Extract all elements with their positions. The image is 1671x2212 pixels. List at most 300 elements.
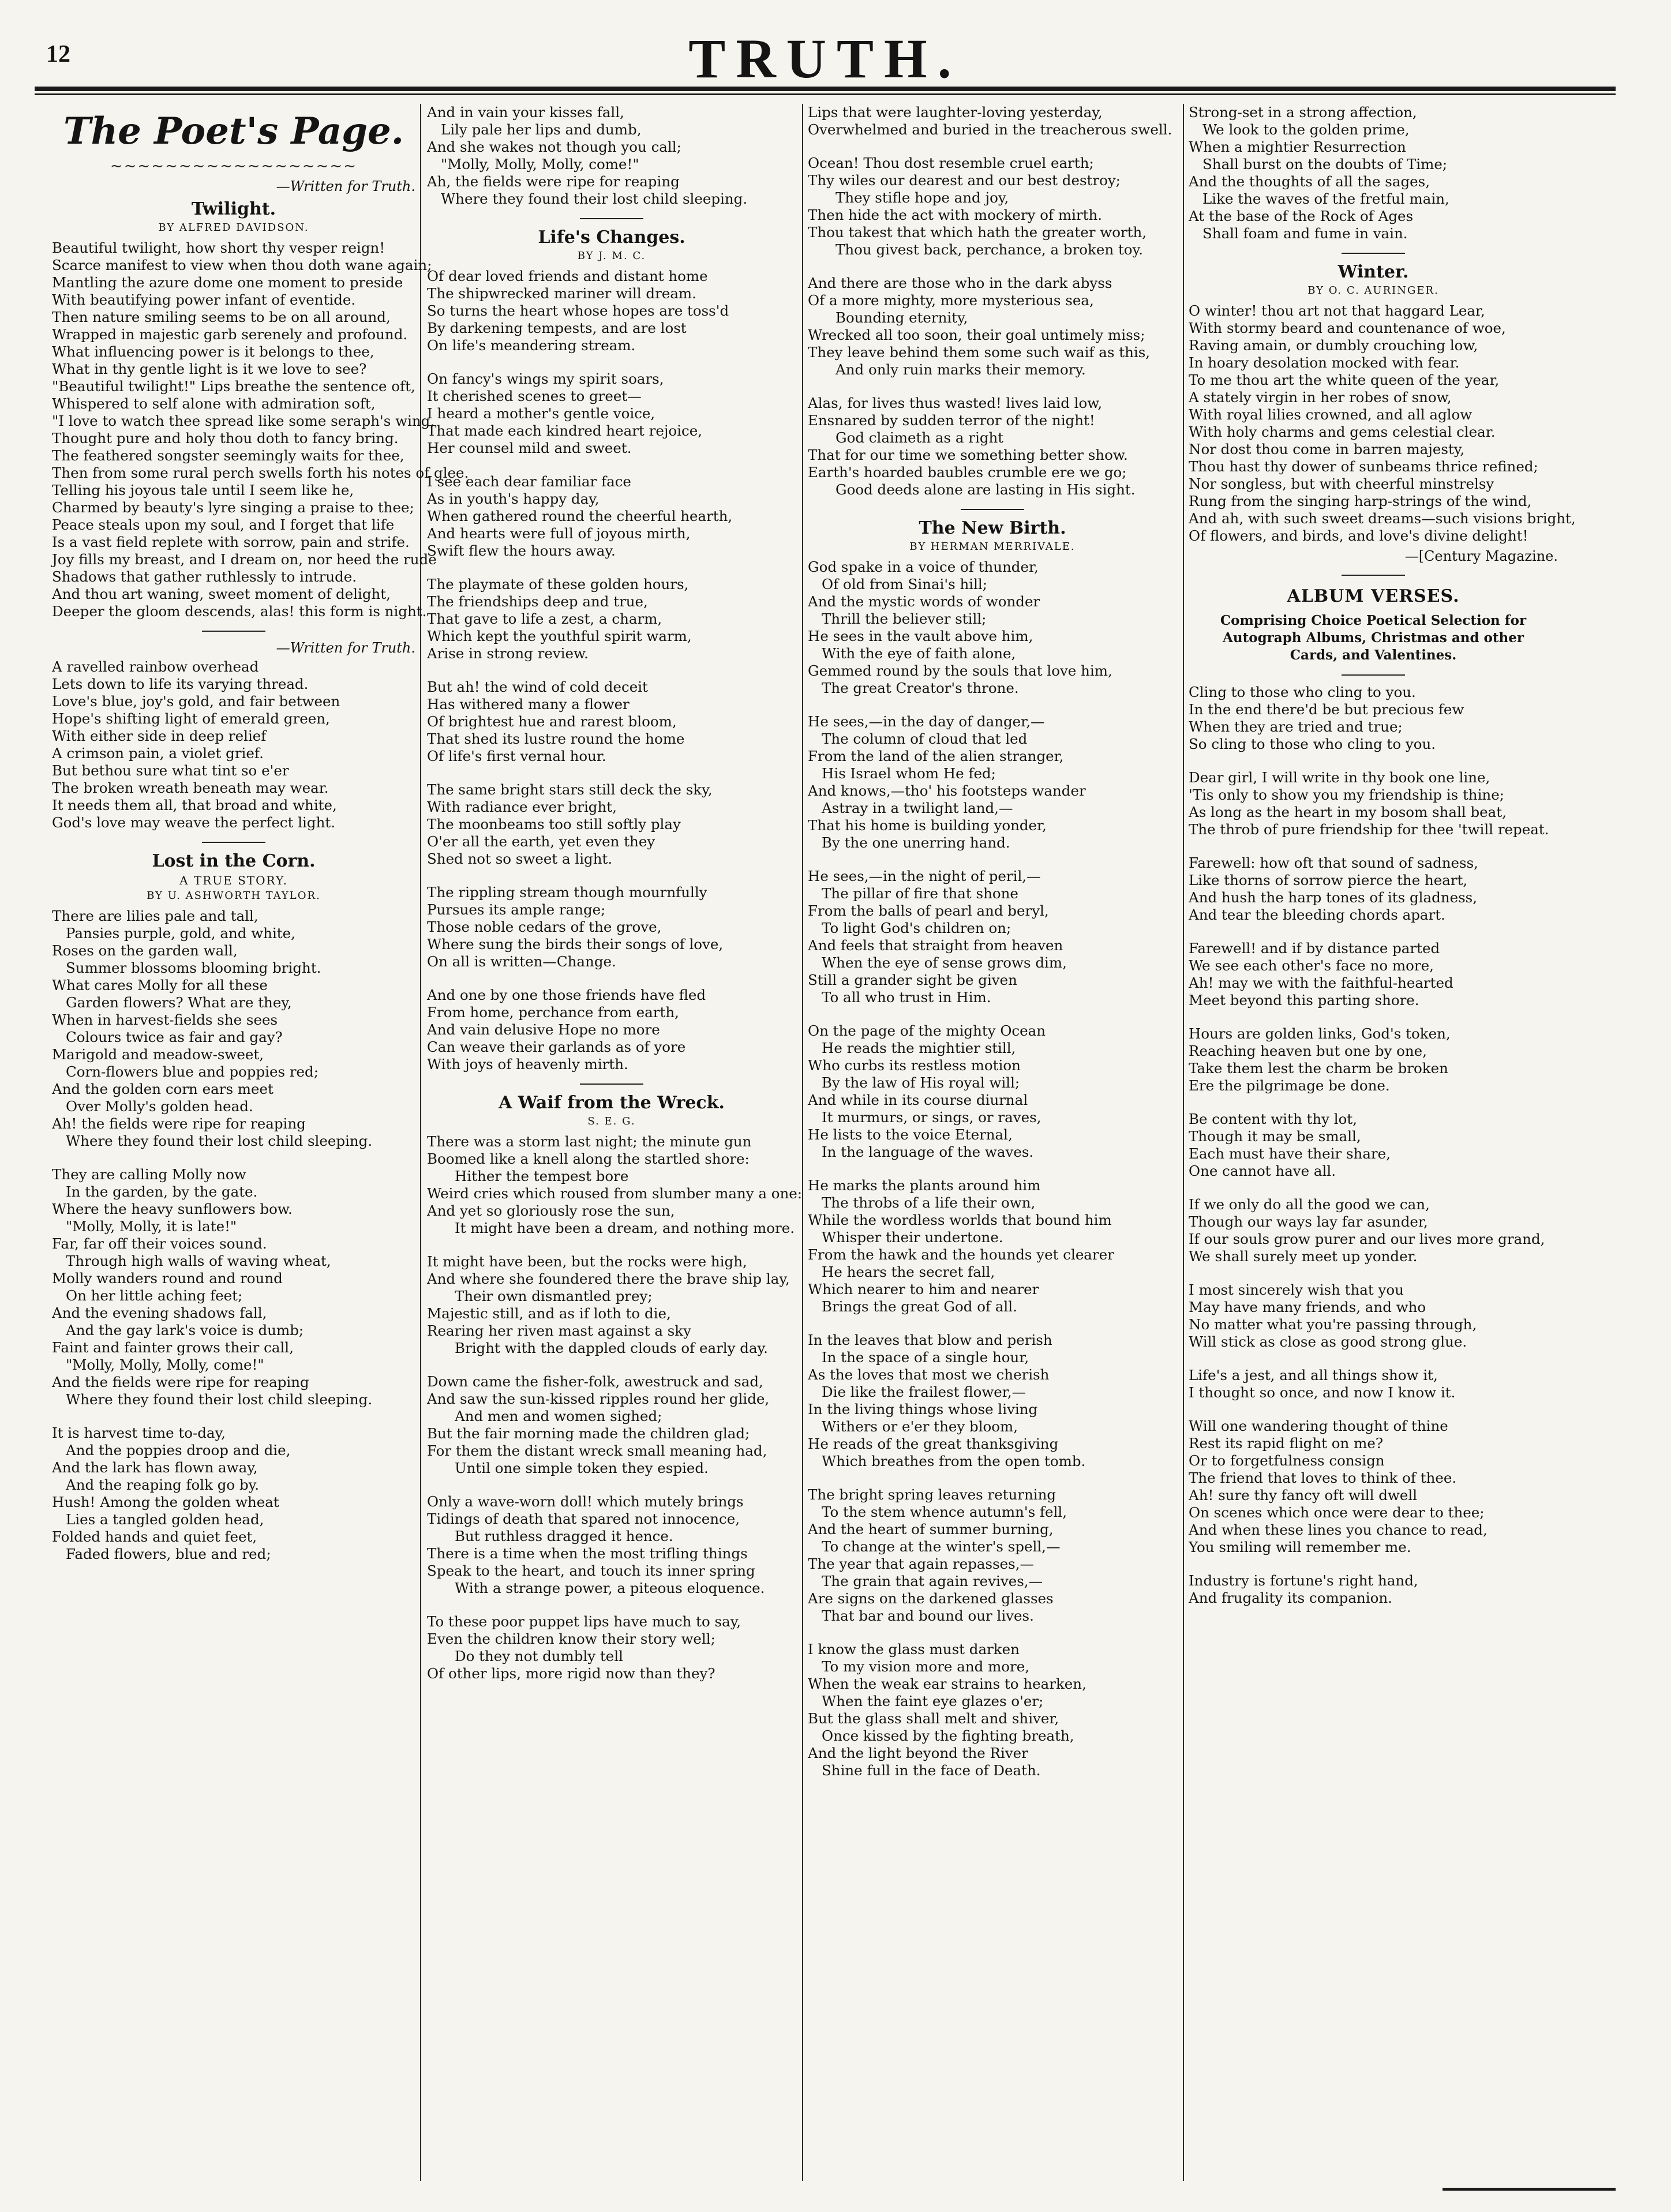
verse-line: Hither the tempest bore <box>455 1168 629 1184</box>
verse-line: Her counsel mild and sweet. <box>427 440 632 456</box>
verse-line: A ravelled rainbow overhead <box>52 658 259 675</box>
poem-byline: BY O. C. AURINGER. <box>1307 284 1439 297</box>
verse-line: When gathered round the cheerful hearth, <box>427 508 733 524</box>
verse-line: Dear girl, I will write in thy book one line, <box>1189 769 1490 786</box>
verse-line: The great Creator's throne. <box>822 680 1019 696</box>
verse-line: When in harvest-fields she sees <box>52 1011 278 1028</box>
poem-stanza <box>1189 1196 1558 1265</box>
verse-line: May have many friends, and who <box>1189 1299 1426 1315</box>
verse-line: God claimeth as a right <box>835 429 1004 446</box>
verse-line: Of life's first vernal hour. <box>427 748 606 764</box>
verse-line: He lists to the voice Eternal, <box>808 1126 1013 1143</box>
verse-line: It murmurs, or sings, or raves, <box>822 1109 1041 1126</box>
verse-line: While the wordless worlds that bound him <box>808 1212 1112 1228</box>
verse-line: O winter! thou art not that haggard Lear, <box>1189 302 1485 319</box>
verse-line: Colours twice as fair and gay? <box>66 1029 283 1045</box>
verse-line: "Beautiful twilight!" Lips breathe the sentence oft, <box>52 378 415 395</box>
divider <box>580 218 643 219</box>
poem-title: Winter. <box>1337 262 1409 282</box>
verse-line: What influencing power is it belongs to thee, <box>52 343 374 360</box>
verse-line: To the stem whence autumn's fell, <box>822 1504 1067 1520</box>
verse-line: And the poppies droop and die, <box>66 1442 291 1459</box>
poem-stanza <box>427 1373 796 1477</box>
verse-line: And there are those who in the dark abyss <box>808 275 1112 291</box>
verse-line: And men and women sighed; <box>455 1408 662 1424</box>
verse-line: From the land of the alien stranger, <box>808 748 1064 764</box>
verse-line: On scenes which once were dear to thee; <box>1189 1504 1485 1521</box>
verse-line: And the thoughts of all the sages, <box>1189 173 1430 190</box>
verse-line: In hoary desolation mocked with fear. <box>1189 354 1460 371</box>
verse-line: Then nature smiling seems to be on all around, <box>52 309 391 325</box>
verse-line: As the loves that most we cherish <box>808 1366 1050 1383</box>
verse-line: To all who trust in Him. <box>822 989 991 1006</box>
verse-line: But ah! the wind of cold deceit <box>427 678 648 695</box>
verse-line: You smiling will remember me. <box>1189 1539 1411 1555</box>
verse-line: Thought pure and holy thou doth to fancy bring. <box>52 430 399 447</box>
verse-line: Arise in strong review. <box>427 645 589 662</box>
verse-line: Still a grander sight be given <box>808 972 1017 988</box>
verse-line: As long as the heart in my bosom shall beat, <box>1189 804 1507 820</box>
verse-line: Corn-flowers blue and poppies red; <box>66 1063 319 1080</box>
poem-stanza <box>427 884 796 970</box>
verse-line: To change at the winter's spell,— <box>822 1538 1061 1555</box>
poem-title: Twilight. <box>191 199 276 219</box>
verse-line: And the mystic words of wonder <box>808 593 1040 610</box>
verse-line: Each must have their share, <box>1189 1145 1391 1162</box>
verse-line: "I love to watch thee spread like some seraph's wing, <box>52 413 435 429</box>
verse-line: When a mightier Resurrection <box>1189 138 1406 155</box>
poem-stanza <box>427 1493 796 1597</box>
verse-line: The pillar of fire that shone <box>822 885 1018 902</box>
verse-line: To these poor puppet lips have much to say, <box>427 1613 741 1630</box>
verse-line: The rippling stream though mournfully <box>427 884 707 901</box>
verse-line: And when these lines you chance to read, <box>1189 1521 1488 1538</box>
verse-line: But the glass shall melt and shiver, <box>808 1710 1059 1727</box>
album-verses <box>1189 684 1558 1607</box>
verse-line: With the eye of faith alone, <box>822 645 1016 662</box>
verse-line: Though our ways lay far asunder, <box>1189 1213 1428 1230</box>
verse-line: And the gay lark's voice is dumb; <box>66 1322 304 1339</box>
poem-stanza <box>1189 1111 1558 1180</box>
verse-line: Summer blossoms blooming bright. <box>66 959 321 976</box>
verse-line: Where they found their lost child sleeping. <box>66 1391 373 1408</box>
verse-line: Reaching heaven but one by one, <box>1189 1043 1427 1059</box>
verse-line: Folded hands and quiet feet, <box>52 1528 257 1545</box>
verse-line: It cherished scenes to greet— <box>427 388 642 404</box>
verse-line: Joy fills my breast, and I dream on, nor heed the rude <box>52 551 437 568</box>
verse-line: Like thorns of sorrow pierce the heart, <box>1189 872 1468 888</box>
verse-line: Lily pale her lips and dumb, <box>441 121 642 138</box>
verse-line: On all is written—Change. <box>427 953 616 970</box>
verse-line: That made each kindred heart rejoice, <box>427 422 703 439</box>
verse-line: And the heart of summer burning, <box>808 1521 1054 1538</box>
verse-line: Bounding eternity, <box>835 309 968 326</box>
verse-line: Thrill the believer still; <box>822 610 987 627</box>
verse-line: Weird cries which roused from slumber many a one: <box>427 1185 803 1202</box>
verse-line: When they are tried and true; <box>1189 718 1403 735</box>
verse-line: He hears the secret fall, <box>822 1264 995 1280</box>
verse-line: Wrecked all too soon, their goal untimely miss; <box>808 327 1145 343</box>
verse-line: Faded flowers, blue and red; <box>66 1546 271 1562</box>
verse-line: Who curbs its restless motion <box>808 1057 1021 1074</box>
verse-line: And saw the sun-kissed ripples round her glide, <box>427 1390 770 1407</box>
source-credit: —[Century Magazine. <box>1404 548 1558 564</box>
verse-line: Like the waves of the fretful main, <box>1202 190 1449 207</box>
poem-stanza <box>1189 769 1558 838</box>
poem-stanza <box>1189 1572 1558 1607</box>
verse-line: And one by one those friends have fled <box>427 987 706 1003</box>
verse-line: Hush! Among the golden wheat <box>52 1494 279 1510</box>
verse-line: There was a storm last night; the minute gun <box>427 1133 752 1150</box>
verse-line: Shall foam and fume in vain. <box>1202 225 1408 242</box>
verse-line: There are lilies pale and tall, <box>52 908 258 924</box>
album-verses-title: ALBUM VERSES. <box>1287 586 1460 606</box>
poem-stanza <box>808 395 1177 498</box>
verse-line: Down came the fisher-folk, awestruck and sad, <box>427 1373 763 1390</box>
divider <box>1342 674 1405 676</box>
verse-line: It might have been, but the rocks were high, <box>427 1253 747 1270</box>
verse-line: Only a wave-worn doll! which mutely brings <box>427 1493 744 1510</box>
verse-line: Withers or e'er they bloom, <box>822 1418 1018 1435</box>
verse-line: Which kept the youthful spirit warm, <box>427 628 692 644</box>
verse-line: Ah, the fields were ripe for reaping <box>427 173 680 190</box>
poem-title: Life's Changes. <box>538 227 685 248</box>
verse-line: Lets down to life its varying thread. <box>52 676 309 692</box>
verse-line: On life's meandering stream. <box>427 337 636 354</box>
poem-stanza <box>1189 1281 1558 1351</box>
verse-line: Hope's shifting light of emerald green, <box>52 710 330 727</box>
verse-line: Pansies purple, gold, and white, <box>66 925 295 942</box>
poem-stanza <box>808 1177 1177 1315</box>
verse-line: In the language of the waves. <box>822 1144 1034 1160</box>
verse-line: A stately virgin in her robes of snow, <box>1189 389 1452 406</box>
verse-line: By the law of His royal will; <box>822 1074 1020 1091</box>
verse-line: In the space of a single hour, <box>822 1349 1029 1366</box>
verse-line: He sees,—in the night of peril,— <box>808 868 1041 884</box>
verse-line: Shall burst on the doubts of Time; <box>1202 156 1448 173</box>
verse-line: Earth's hoarded baubles crumble ere we go; <box>808 464 1127 481</box>
poem-stanza <box>808 1641 1177 1779</box>
verse-line: Where they found their lost child sleeping. <box>66 1133 373 1149</box>
poem-byline: BY J. M. C. <box>577 250 646 262</box>
verse-line: And the fields were ripe for reaping <box>52 1374 309 1390</box>
verse-line: Deeper the gloom descends, alas! this form is night. <box>52 603 427 620</box>
verse-line: Speak to the heart, and touch its inner spring <box>427 1562 755 1579</box>
verse-line: The friend that loves to think of thee. <box>1189 1469 1457 1486</box>
divider <box>1342 575 1405 576</box>
verse-line: With either side in deep relief <box>52 728 267 744</box>
verse-line: The feathered songster seemingly waits for thee, <box>52 447 404 464</box>
verse-line: Farewell: how oft that sound of sadness, <box>1189 854 1478 871</box>
verse-line: If we only do all the good we can, <box>1189 1196 1430 1213</box>
verse-line: Alas, for lives thus wasted! lives laid low, <box>808 395 1103 411</box>
poem-stanza <box>427 104 796 208</box>
poem-stanza <box>1189 104 1558 242</box>
verse-line: Rest its rapid flight on me? <box>1189 1435 1383 1452</box>
ornament-rule: ~~~~~~~~~~~~~~~~~~ <box>110 158 358 175</box>
verse-line: With royal lilies crowned, and all aglow <box>1189 406 1473 423</box>
divider <box>961 509 1024 510</box>
verse-line: And the light beyond the River <box>808 1745 1028 1761</box>
poem-stanza <box>427 1613 796 1682</box>
verse-line: Of old from Sinai's hill; <box>822 576 988 593</box>
poem-title: Lost in the Corn. <box>152 851 316 871</box>
verse-line: The bright spring leaves returning <box>808 1486 1056 1503</box>
verse-line: One cannot have all. <box>1189 1163 1336 1179</box>
poem-stanza <box>1189 1025 1558 1094</box>
verse-line: I know the glass must darken <box>808 1641 1020 1658</box>
verse-line: And hush the harp tones of its gladness, <box>1189 889 1478 906</box>
album-verses-description: Comprising Choice Poetical Selection for Autograph Albums, Christmas and other Cards, and Valentines. <box>1220 613 1527 663</box>
verse-line: Nor dost thou come in barren majesty, <box>1189 441 1465 458</box>
verse-line: And frugality its companion. <box>1189 1589 1392 1606</box>
verse-line: Of brightest hue and rarest bloom, <box>427 713 677 730</box>
verse-line: Tidings of death that spared not innocence, <box>427 1510 740 1527</box>
verse-line: 'Tis only to show you my friendship is thine; <box>1189 786 1504 803</box>
verse-line: That his home is building yonder, <box>808 817 1047 834</box>
divider <box>580 1083 643 1085</box>
verse-line: In the garden, by the gate. <box>66 1183 258 1200</box>
verse-line: Brings the great God of all. <box>822 1298 1017 1315</box>
verse-line: Pursues its ample range; <box>427 901 606 918</box>
verse-line: On the page of the mighty Ocean <box>808 1022 1046 1039</box>
verse-line: Though it may be small, <box>1189 1128 1361 1145</box>
verse-line: When the faint eye glazes o'er; <box>822 1693 1044 1709</box>
poem-title: A Waif from the Wreck. <box>499 1093 725 1113</box>
verse-line: And feels that straight from heaven <box>808 937 1063 954</box>
verse-line: Ocean! Thou dost resemble cruel earth; <box>808 155 1094 171</box>
verse-line: From the hawk and the hounds yet clearer <box>808 1246 1114 1263</box>
verse-line: The friendships deep and true, <box>427 593 648 610</box>
verse-line: Where they found their lost child sleeping. <box>441 190 748 207</box>
column-divider <box>1183 104 1184 2181</box>
verse-line: On fancy's wings my spirit soars, <box>427 370 664 387</box>
column-1 <box>52 104 469 2181</box>
verse-line: O'er all the earth, yet even they <box>427 833 655 850</box>
verse-line: What cares Molly for all these <box>52 977 268 993</box>
verse-line: Gemmed round by the souls that love him, <box>808 662 1112 679</box>
poem-stanza <box>427 781 796 868</box>
verse-line: That bar and bound our lives. <box>822 1607 1034 1624</box>
verse-line: To me thou art the white queen of the year, <box>1189 372 1500 388</box>
verse-line: Their own dismantled prey; <box>455 1288 653 1304</box>
verse-line: I heard a mother's gentle voice, <box>427 405 655 422</box>
verse-line: Roses on the garden wall, <box>52 942 238 959</box>
verse-line: I thought so once, and now I know it. <box>1189 1384 1456 1401</box>
verse-line: When the eye of sense grows dim, <box>822 954 1067 971</box>
verse-line: For them the distant wreck small meaning had, <box>427 1442 767 1459</box>
poem-body <box>427 1133 803 1682</box>
verse-line: No matter what you're passing through, <box>1189 1316 1477 1333</box>
verse-line: Of dear loved friends and distant home <box>427 268 708 284</box>
verse-line: Shadows that gather ruthlessly to intrude. <box>52 568 357 585</box>
verse-line: And hearts were full of joyous mirth, <box>427 525 691 542</box>
verse-line: Rearing her riven mast against a sky <box>427 1322 691 1339</box>
verse-line: The moonbeams too still softly play <box>427 816 681 833</box>
poem-body <box>52 239 469 620</box>
verse-line: Shed not so sweet a light. <box>427 850 613 867</box>
masthead <box>35 23 1616 92</box>
verse-line: That gave to life a zest, a charm, <box>427 610 662 627</box>
poem-stanza <box>427 370 796 457</box>
page-number: 12 <box>46 41 70 68</box>
verse-line: Astray in a twilight land,— <box>822 800 1013 816</box>
verse-line: When the weak ear strains to hearken, <box>808 1675 1086 1692</box>
verse-line: Through high walls of waving wheat, <box>66 1253 331 1269</box>
verse-line: And the evening shadows fall, <box>52 1304 267 1321</box>
verse-line: By the one unerring hand. <box>822 834 1010 851</box>
verse-line: With a strange power, a piteous eloquence. <box>455 1580 765 1596</box>
verse-line: But bethou sure what tint so e'er <box>52 762 289 779</box>
verse-line: In the living things whose living <box>808 1401 1038 1418</box>
verse-line: It is harvest time to-day, <box>52 1424 226 1441</box>
page-end-rule <box>1443 2188 1616 2191</box>
verse-line: And tear the bleeding chords apart. <box>1189 906 1445 923</box>
verse-line: As in youth's happy day, <box>427 490 600 507</box>
verse-line: Do they not dumbly tell <box>455 1648 623 1664</box>
verse-line: Lips that were laughter-loving yesterday, <box>808 104 1103 121</box>
verse-line: Industry is fortune's right hand, <box>1189 1572 1418 1589</box>
verse-line: And the lark has flown away, <box>52 1459 258 1476</box>
verse-line: Of other lips, more rigid now than they? <box>427 1665 715 1682</box>
poem-stanza <box>1189 684 1558 753</box>
poem-byline: S. E. G. <box>587 1115 636 1127</box>
verse-line: Overwhelmed and buried in the treacherous swell. <box>808 121 1172 138</box>
poem-stanza <box>808 104 1177 138</box>
poem-stanza <box>427 1253 796 1357</box>
verse-line: We shall surely meet up yonder. <box>1189 1248 1418 1265</box>
poem-stanza <box>427 678 796 765</box>
verse-line: Majestic still, and as if loth to die, <box>427 1305 671 1322</box>
verse-line: Raving amain, or dumbly crouching low, <box>1189 337 1478 354</box>
poem-stanza <box>808 713 1177 852</box>
verse-line: But the fair morning made the children glad; <box>427 1425 750 1442</box>
verse-line: Are signs on the darkened glasses <box>808 1590 1054 1607</box>
verse-line: Whispered to self alone with admiration soft, <box>52 395 376 412</box>
verse-line: In the end there'd be but precious few <box>1189 701 1464 718</box>
verse-line: I most sincerely wish that you <box>1189 1281 1404 1298</box>
poem-body <box>808 558 1177 1779</box>
verse-line: They stifle hope and joy, <box>835 189 1009 206</box>
verse-line: From the balls of pearl and beryl, <box>808 902 1049 919</box>
poem-subtitle: A TRUE STORY. <box>179 873 288 887</box>
verse-line: Peace steals upon my soul, and I forget that life <box>52 516 395 533</box>
verse-line: Cling to those who cling to you. <box>1189 684 1416 700</box>
verse-line: The grain that again revives,— <box>822 1573 1043 1589</box>
verse-line: At the base of the Rock of Ages <box>1189 208 1414 224</box>
verse-line: Shine full in the face of Death. <box>822 1762 1041 1779</box>
attribution: —Written for Truth. <box>276 178 415 194</box>
newspaper-title: TRUTH. <box>688 28 962 89</box>
verse-line: "Molly, Molly, Molly, come!" <box>66 1356 264 1373</box>
verse-line: Ah! sure thy fancy oft will dwell <box>1189 1487 1418 1504</box>
verse-line: Of a more mighty, more mysterious sea, <box>808 292 1094 309</box>
verse-line: The year that again repasses,— <box>808 1555 1035 1572</box>
poem-stanza <box>808 1022 1177 1161</box>
verse-line: What in thy gentle light is it we love to see? <box>52 361 367 377</box>
verse-line: Will stick as close as good strong glue. <box>1189 1333 1467 1350</box>
verse-line: Those noble cedars of the grove, <box>427 918 662 935</box>
poem-stanza <box>808 1332 1177 1470</box>
verse-line: Where the heavy sunflowers bow. <box>52 1201 293 1217</box>
verse-line: And knows,—tho' his footsteps wander <box>808 782 1086 799</box>
column-4 <box>1189 104 1576 2181</box>
divider <box>202 842 265 843</box>
verse-line: And the golden corn ears meet <box>52 1081 273 1097</box>
verse-line: The same bright stars still deck the sky, <box>427 781 713 798</box>
poem-stanza <box>427 268 796 354</box>
verse-line: And she wakes not though you call; <box>427 138 681 155</box>
attribution: —Written for Truth. <box>276 640 415 656</box>
poem-stanza <box>1189 1367 1558 1401</box>
verse-line: With beautifying power infant of eventide. <box>52 291 356 308</box>
verse-line: Farewell! and if by distance parted <box>1189 940 1440 957</box>
poem-body <box>808 104 1177 498</box>
verse-line: Of flowers, and birds, and love's divine delight! <box>1189 527 1528 544</box>
verse-line: Can weave their garlands as of yore <box>427 1038 686 1055</box>
verse-line: On her little aching feet; <box>66 1287 243 1304</box>
verse-line: Bright with the dappled clouds of early day. <box>455 1340 768 1356</box>
verse-line: Which nearer to him and nearer <box>808 1281 1039 1298</box>
verse-line: Is a vast field replete with sorrow, pain and strife. <box>52 534 410 550</box>
verse-line: Ere the pilgrimage be done. <box>1189 1077 1390 1094</box>
verse-line: Take them lest the charm be broken <box>1189 1060 1448 1077</box>
poem-stanza <box>427 1133 803 1237</box>
verse-line: He reads of the great thanksgiving <box>808 1435 1059 1452</box>
verse-line: Thou hast thy dower of sunbeams thrice refined; <box>1189 458 1538 475</box>
verse-line: And ah, with such sweet dreams—such visions bright, <box>1189 510 1576 527</box>
verse-line: Swift flew the hours away. <box>427 542 616 559</box>
verse-line: So cling to those who cling to you. <box>1189 736 1436 752</box>
verse-line: Even the children know their story well; <box>427 1630 715 1647</box>
verse-line: "Molly, Molly, it is late!" <box>66 1218 237 1235</box>
verse-line: Which breathes from the open tomb. <box>822 1453 1086 1469</box>
poem-byline: BY HERMAN MERRIVALE. <box>909 541 1076 553</box>
verse-line: Then from some rural perch swells forth his notes of glee. <box>52 464 469 481</box>
verse-line: Over Molly's golden head. <box>66 1098 253 1115</box>
verse-line: Beautiful twilight, how short thy vesper reign! <box>52 239 385 256</box>
verse-line: From home, perchance from earth, <box>427 1004 679 1021</box>
verse-line: Thy wiles our dearest and our best destroy; <box>808 172 1121 189</box>
verse-line: That for our time we something better show. <box>808 447 1128 463</box>
poem-byline: BY U. ASHWORTH TAYLOR. <box>147 890 321 902</box>
poem-stanza <box>808 558 1177 697</box>
verse-line: Nor songless, but with cheerful minstrelsy <box>1189 475 1494 492</box>
verse-line: His Israel whom He fed; <box>822 765 996 782</box>
verse-line: By darkening tempests, and are lost <box>427 320 687 336</box>
verse-line: God's love may weave the perfect light. <box>52 814 335 831</box>
verse-line: Die like the frailest flower,— <box>822 1384 1026 1400</box>
verse-line: There is a time when the most trifling things <box>427 1545 748 1562</box>
verse-line: Rung from the singing harp-strings of the wind, <box>1189 493 1532 509</box>
verse-line: To my vision more and more, <box>822 1658 1030 1675</box>
verse-line: God spake in a voice of thunder, <box>808 558 1039 575</box>
verse-line: They are calling Molly now <box>52 1166 246 1183</box>
poem-stanza <box>52 1424 415 1563</box>
poem-byline: BY ALFRED DAVIDSON. <box>158 222 309 234</box>
poem-stanza <box>808 868 1177 1006</box>
poem-stanza <box>808 1486 1177 1625</box>
verse-line: Strong-set in a strong affection, <box>1189 104 1417 121</box>
poem-stanza <box>427 473 796 560</box>
verse-line: Once kissed by the fighting breath, <box>822 1727 1074 1744</box>
verse-line: The playmate of these golden hours, <box>427 576 689 593</box>
verse-line: But ruthless dragged it hence. <box>455 1528 673 1544</box>
poem-stanza <box>808 155 1177 258</box>
poem-stanza <box>52 908 415 1150</box>
verse-line: Ah! may we with the faithful-hearted <box>1189 974 1453 991</box>
verse-line: If our souls grow purer and our lives more grand, <box>1189 1231 1545 1247</box>
